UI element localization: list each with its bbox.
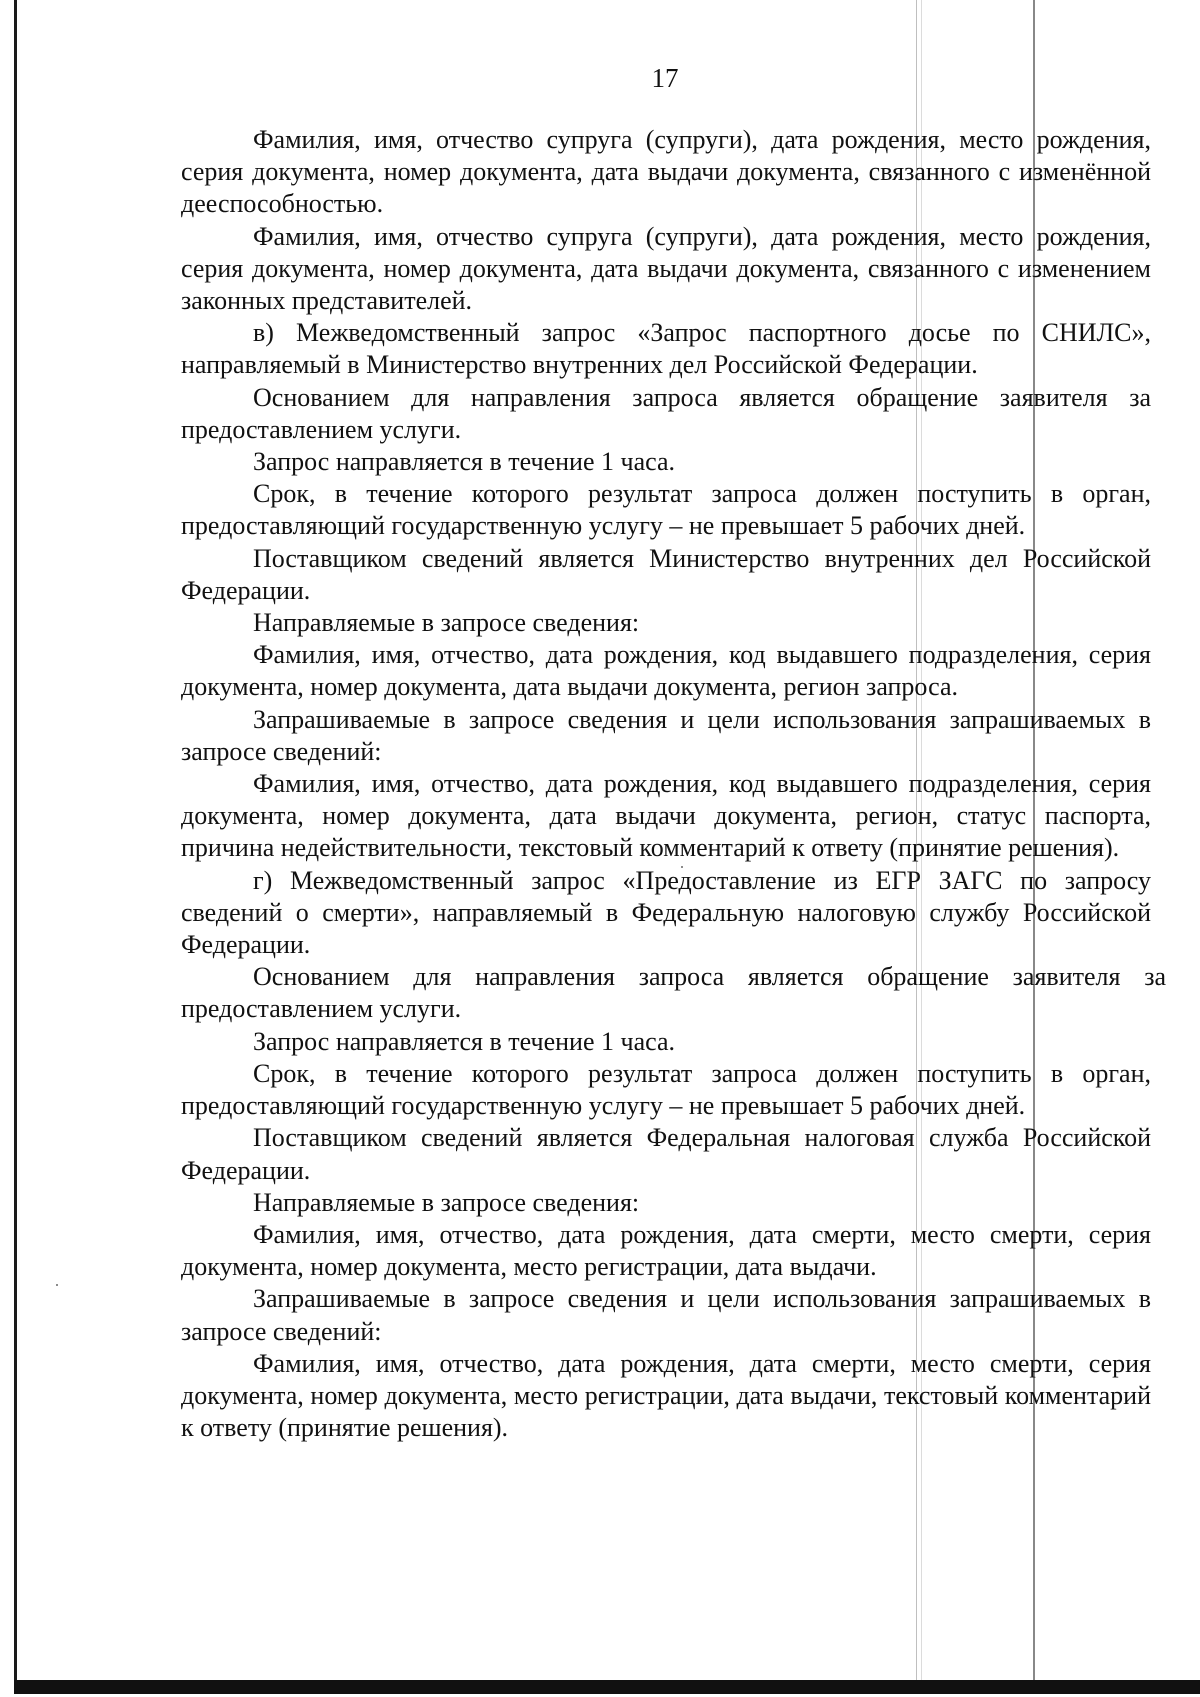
scan-speck xyxy=(56,1284,58,1286)
paragraph: Фамилия, имя, отчество, дата рождения, код выдавшего подразделения, серия документа, номер документа, дата выдачи документа, регион, статус паспорта, причина недействительности, текстовый комментарий к ответу (принятие решения). xyxy=(181,769,1151,863)
paragraph: Направляемые в запросе сведения: xyxy=(253,608,640,638)
document-body xyxy=(181,124,1166,1444)
paragraph: Запрашиваемые в запросе сведения и цели использования запрашиваемых в запросе сведений: xyxy=(181,704,1151,766)
paragraph: Основанием для направления запроса является обращение заявителя за предоставлением услуги. xyxy=(181,962,1166,1024)
paragraph: г) Межведомственный запрос «Предоставление из ЕГР ЗАГС по запросу сведений о смерти», направляемый в Федеральную налоговую службу Российской Федерации. xyxy=(181,865,1151,960)
paragraph: в) Межведомственный запрос «Запрос паспортного досье по СНИЛС», направляемый в Министерство внутренних дел Российской Федерации. xyxy=(181,318,1151,380)
scan-left-edge xyxy=(14,0,17,1680)
paragraph: Фамилия, имя, отчество, дата рождения, дата смерти, место смерти, серия документа, номер документа, место регистрации, дата выдачи. xyxy=(181,1219,1151,1282)
paragraph: Поставщиком сведений является Федеральная налоговая служба Российской Федерации. xyxy=(181,1123,1151,1185)
paragraph: Фамилия, имя, отчество супруга (супруги), дата рождения, место рождения, серия документа, номер документа, дата выдачи документа, связанного с изменённой дееспособностью. xyxy=(181,125,1151,219)
paragraph: Срок, в течение которого результат запроса должен поступить в орган, предоставляющий государственную услугу – не превышает 5 рабочих дней. xyxy=(181,1058,1151,1121)
paragraph: Направляемые в запросе сведения: xyxy=(253,1187,640,1217)
paragraph: Срок, в течение которого результат запроса должен поступить в орган, предоставляющий государственную услугу – не превышает 5 рабочих дней. xyxy=(181,479,1151,541)
paragraph: Фамилия, имя, отчество супруга (супруги), дата рождения, место рождения, серия документа, номер документа, дата выдачи документа, связанного с изменением законных представителей. xyxy=(181,221,1151,316)
paragraph: Основанием для направления запроса является обращение заявителя за предоставлением услуги. xyxy=(181,382,1151,444)
page-number: 17 xyxy=(651,63,679,93)
scan-bottom-edge xyxy=(14,1680,1200,1694)
paragraph: Запрашиваемые в запросе сведения и цели использования запрашиваемых в запросе сведений: xyxy=(181,1284,1151,1346)
paragraph: Фамилия, имя, отчество, дата рождения, дата смерти, место смерти, серия документа, номер документа, место регистрации, дата выдачи, текстовый комментарий к ответу (принятие решения). xyxy=(181,1348,1151,1443)
paragraph: Запрос направляется в течение 1 часа. xyxy=(253,1026,676,1056)
paragraph: Поставщиком сведений является Министерство внутренних дел Российской Федерации. xyxy=(181,543,1151,605)
paragraph: Фамилия, имя, отчество, дата рождения, код выдавшего подразделения, серия документа, номер документа, дата выдачи документа, регион запроса. xyxy=(181,640,1151,702)
paragraph: Запрос направляется в течение 1 часа. xyxy=(253,447,676,477)
